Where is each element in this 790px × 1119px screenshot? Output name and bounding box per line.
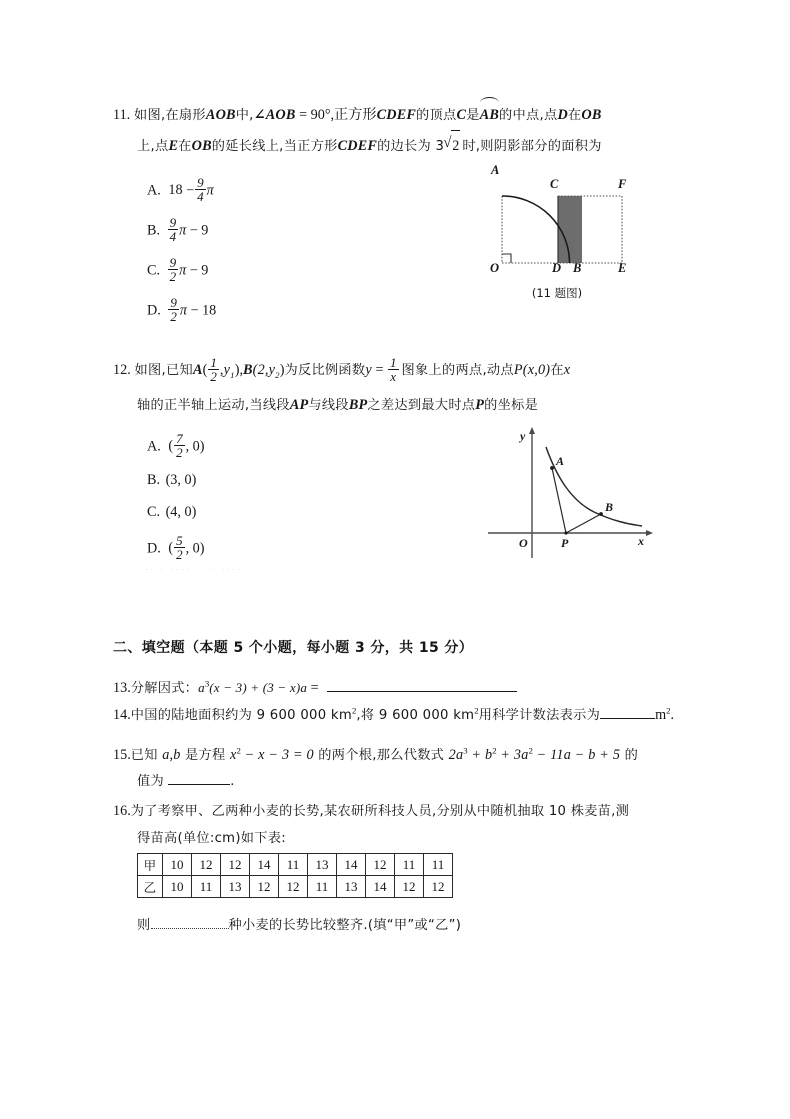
question-13-number: 13. bbox=[113, 680, 131, 696]
table-cell: 11 bbox=[308, 876, 337, 898]
q11-point-d: D bbox=[557, 107, 568, 123]
section-2-heading: 二、填空题（本题 5 个小题，每小题 3 分，共 15 分） bbox=[113, 640, 474, 656]
q11-option-c-den: 2 bbox=[169, 269, 177, 285]
q12-option-c-label: C. bbox=[147, 504, 161, 520]
q12-a-open: ( bbox=[202, 362, 208, 378]
fig11-label-O: O bbox=[490, 261, 500, 275]
table-cell: 11 bbox=[395, 854, 424, 876]
fig11-label-A: A bbox=[491, 163, 500, 177]
q16-text-1: 为了考察甲、乙两种小麦的长势,某农研所科技人员,分别从中随机抽取 10 株麦苗,测 bbox=[130, 804, 630, 819]
q15b-text-a: 值为 bbox=[137, 774, 169, 789]
q15-ex3-sup: 2 bbox=[528, 745, 533, 756]
question-11-number: 11. bbox=[113, 107, 131, 123]
q11b-cdef: CDEF bbox=[337, 138, 378, 154]
q12-b-coord: (2,y bbox=[252, 362, 276, 378]
q11b-text-b: 在 bbox=[178, 139, 192, 154]
q11-option-b-den: 4 bbox=[169, 229, 177, 245]
q11-aob: AOB bbox=[205, 107, 236, 123]
q14-period: . bbox=[670, 707, 675, 723]
q15b-period: . bbox=[230, 773, 235, 789]
fig12-label-P: P bbox=[561, 536, 569, 550]
q11-option-b-op: − bbox=[189, 222, 198, 239]
q12-option-a-den: 2 bbox=[176, 445, 183, 461]
q12-text-b: 为反比例函数 bbox=[284, 363, 366, 378]
q11-text-c: = 90°,正方形 bbox=[295, 107, 377, 123]
fig12-label-x: x bbox=[638, 534, 644, 548]
q11-option-b[interactable] bbox=[147, 216, 208, 244]
question-12-figure bbox=[470, 420, 670, 570]
q11-option-c-label: C. bbox=[147, 262, 161, 279]
q12-option-c-first: 4 bbox=[170, 504, 178, 520]
table-cell: 12 bbox=[221, 854, 250, 876]
question-11-line-2 bbox=[137, 129, 602, 162]
fig12-label-B: B bbox=[605, 500, 614, 514]
fig11-label-D: D bbox=[552, 261, 562, 275]
q12-option-d-label: D. bbox=[147, 540, 161, 557]
q12b-text-a: 轴的正半轴上运动,当线段 bbox=[137, 398, 290, 413]
q11-text-e: 是 bbox=[466, 108, 480, 123]
table-cell: 11 bbox=[192, 876, 221, 898]
q15-text-b: 是方程 bbox=[180, 748, 230, 763]
q11-option-a-fraction bbox=[195, 176, 206, 204]
q12-figure-svg bbox=[470, 420, 670, 570]
q12-point-b: B bbox=[242, 362, 253, 378]
q15-eq1: x bbox=[230, 747, 237, 763]
q15-text-a: 已知 bbox=[130, 748, 163, 763]
q12-comma: , bbox=[239, 362, 243, 378]
q15-ex3: + 3a bbox=[496, 747, 529, 763]
q14-sup-c: 2 bbox=[666, 705, 671, 716]
q11-option-b-tail: 9 bbox=[201, 222, 209, 239]
q12-option-a-fraction bbox=[174, 432, 185, 460]
q11-option-a-pi: π bbox=[206, 182, 214, 199]
q15-eq2: − x − 3 = 0 bbox=[240, 747, 314, 763]
q11-text-f: 的中点,点 bbox=[499, 108, 558, 123]
q11-option-b-fraction bbox=[168, 216, 179, 244]
question-16-conclusion bbox=[137, 910, 461, 941]
q15-text-d: 的 bbox=[620, 748, 639, 763]
q11-option-b-label: B. bbox=[147, 222, 161, 239]
q11-text-d: 的顶点 bbox=[416, 108, 457, 123]
question-15-line-2 bbox=[137, 766, 234, 797]
question-12-line-2 bbox=[137, 390, 538, 421]
fig12-label-A: A bbox=[556, 454, 565, 468]
q11-option-d-fraction bbox=[168, 296, 179, 324]
q11b-text-d: 的边长为 3 bbox=[377, 139, 445, 154]
question-11-figure bbox=[480, 165, 650, 310]
q15-answer-blank[interactable] bbox=[168, 771, 230, 785]
q11-option-d[interactable] bbox=[147, 296, 216, 324]
q12-axis-x: x bbox=[563, 362, 571, 378]
q12-point-p: P(x,0) bbox=[513, 362, 551, 378]
q12b-bp: BP bbox=[348, 397, 368, 413]
table-cell: 12 bbox=[395, 876, 424, 898]
q16-answer-blank[interactable] bbox=[151, 915, 229, 929]
q11-option-c-pi: π bbox=[179, 262, 187, 279]
q11-angle: ∠AOB bbox=[253, 107, 296, 123]
square-root-icon bbox=[444, 129, 460, 161]
q16-text-2: 得苗高(单位:cm)如下表: bbox=[137, 831, 286, 846]
q13-expr-a: a bbox=[198, 680, 205, 695]
q12-a-fraction bbox=[208, 356, 219, 384]
q12-a-num: 1 bbox=[210, 354, 217, 370]
q11b-text-e: 时,则阴影部分的面积为 bbox=[462, 139, 602, 154]
q12-a-sub: 1 bbox=[230, 369, 235, 380]
q12b-text-d: 的坐标是 bbox=[484, 398, 539, 413]
q13-expr-a-sup: 3 bbox=[204, 678, 210, 689]
q12-option-a-second: 0 bbox=[192, 438, 200, 455]
q12-option-d-second: 0 bbox=[192, 540, 200, 557]
q12-option-b-second: 0 bbox=[184, 472, 192, 488]
q15-ab: a,b bbox=[162, 747, 181, 763]
q11-option-d-label: D. bbox=[147, 302, 161, 319]
table-cell: 11 bbox=[279, 854, 308, 876]
q14-unit: m bbox=[655, 707, 667, 723]
q11-option-d-num: 9 bbox=[170, 295, 177, 310]
q12-option-b-label: B. bbox=[147, 472, 161, 488]
q14-sup-a: 2 bbox=[352, 705, 357, 716]
q15-eq1-sup: 2 bbox=[236, 745, 241, 756]
q12-option-d-den: 2 bbox=[176, 547, 183, 563]
question-14-number: 14. bbox=[113, 707, 131, 723]
q12-option-c-second: 0 bbox=[184, 504, 192, 520]
q12-option-b[interactable]: B. (3, 0) bbox=[147, 472, 197, 488]
table-cell: 10 bbox=[163, 854, 192, 876]
table-cell: 14 bbox=[337, 854, 366, 876]
table-cell: 14 bbox=[366, 876, 395, 898]
q11-option-b-num: 9 bbox=[169, 215, 177, 230]
q12-a-y: ,y bbox=[219, 362, 231, 378]
question-14 bbox=[113, 700, 674, 731]
question-12-line-1 bbox=[113, 355, 570, 386]
q13-expr-eq: = bbox=[307, 680, 319, 696]
q15-ex1: 2a bbox=[448, 747, 464, 763]
q12-option-b-first: 3 bbox=[170, 472, 178, 488]
q11-option-a-den: 4 bbox=[197, 189, 204, 205]
scan-artifact: · ·· · ···· · ·· ···· bbox=[135, 566, 244, 574]
q12-point-a: A bbox=[192, 362, 203, 378]
table-cell: 13 bbox=[337, 876, 366, 898]
q11b-text-a: 上,点 bbox=[137, 139, 169, 154]
question-15-number: 15. bbox=[113, 747, 131, 763]
table-cell: 12 bbox=[366, 854, 395, 876]
q16-conclusion-a: 则 bbox=[137, 918, 151, 933]
question-16-number: 16. bbox=[113, 803, 131, 819]
q14-sup-b: 2 bbox=[474, 705, 479, 716]
q12-fn-den: x bbox=[388, 369, 399, 383]
table-cell: 13 bbox=[308, 854, 337, 876]
fig11-label-F: F bbox=[618, 177, 627, 191]
q12-fn-fraction bbox=[388, 356, 399, 384]
q12-option-d-num: 5 bbox=[176, 533, 183, 548]
q12-a-close: ) bbox=[234, 362, 240, 378]
q11-text-a: 如图,在扇形 bbox=[133, 108, 206, 123]
q15-ex2-sup: 2 bbox=[492, 745, 497, 756]
q11-cdef: CDEF bbox=[376, 107, 417, 123]
q12-option-d[interactable]: D. ( $\frac{5}{2}$ , 0) bbox=[147, 533, 205, 563]
q13-answer-blank[interactable] bbox=[327, 678, 517, 692]
q12-option-a[interactable]: A. ( $\frac{7}{2}$ , 0) bbox=[147, 431, 205, 461]
table-row-head: 乙 bbox=[138, 876, 163, 898]
q11-option-a-whole: 18 bbox=[168, 182, 183, 199]
q12b-text-b: 与线段 bbox=[308, 398, 349, 413]
fig11-caption: (11 题图) bbox=[531, 286, 583, 300]
q12-b-close: ) bbox=[279, 362, 285, 378]
q12-fn-y: y bbox=[365, 362, 372, 378]
q11b-radicand: 2 bbox=[451, 130, 460, 161]
table-cell: 11 bbox=[424, 854, 453, 876]
q11-option-a[interactable] bbox=[147, 176, 214, 204]
fig11-label-B: B bbox=[573, 261, 582, 275]
fig11-label-E: E bbox=[618, 261, 627, 275]
q15-ex4: − 11a − b + 5 bbox=[532, 747, 621, 763]
arc-ab: AB bbox=[480, 98, 499, 130]
table-cell: 12 bbox=[192, 854, 221, 876]
q11-option-c-op: − bbox=[189, 262, 198, 279]
q11-option-c-num: 9 bbox=[169, 255, 177, 270]
q12-text-d: 在 bbox=[550, 363, 564, 378]
question-16-line-2 bbox=[137, 823, 286, 854]
q12b-p: P bbox=[475, 397, 485, 413]
q11-option-a-num: 9 bbox=[197, 175, 204, 190]
q12-option-a-num: 7 bbox=[176, 431, 183, 446]
table-row bbox=[138, 854, 453, 876]
q11b-ob: OB bbox=[191, 138, 212, 154]
q12-fn-num: 1 bbox=[390, 354, 397, 370]
q11-text-b: 中, bbox=[235, 108, 254, 123]
q11-option-a-op: − bbox=[186, 182, 195, 199]
q11-ob: OB bbox=[581, 107, 602, 123]
q11b-text-c: 的延长线上,当正方形 bbox=[211, 139, 338, 154]
q14-text-a: 中国的陆地面积约为 9 600 000 km bbox=[130, 708, 353, 723]
fig11-label-C: C bbox=[550, 177, 559, 191]
question-11-line-1 bbox=[113, 98, 602, 131]
table-cell: 12 bbox=[250, 876, 279, 898]
q11-text-g: 在 bbox=[567, 108, 582, 123]
table-cell: 13 bbox=[221, 876, 250, 898]
q11-option-d-tail: 18 bbox=[202, 302, 217, 319]
q16-conclusion-b: 种小麦的长势比较整齐.(填“甲”或“乙”) bbox=[228, 918, 462, 933]
fig12-label-y: y bbox=[520, 429, 526, 443]
q14-answer-blank[interactable] bbox=[600, 705, 655, 719]
table-cell: 14 bbox=[250, 854, 279, 876]
q11-option-c-tail: 9 bbox=[201, 262, 209, 279]
table-row-head: 甲 bbox=[138, 854, 163, 876]
q15-text-c: 的两个根,那么代数式 bbox=[313, 748, 449, 763]
q11-option-d-den: 2 bbox=[170, 309, 177, 325]
table-row bbox=[138, 876, 453, 898]
shaded-area bbox=[558, 196, 591, 263]
q12-text-a: 如图,已知 bbox=[134, 363, 193, 378]
wheat-height-table bbox=[137, 853, 453, 898]
table-cell: 10 bbox=[163, 876, 192, 898]
q12-b-sub: 2 bbox=[275, 369, 280, 380]
q11b-point-e: E bbox=[168, 138, 179, 154]
q11-option-c-fraction bbox=[168, 256, 179, 284]
q12-text-c: 图象上的两点,动点 bbox=[401, 363, 514, 378]
q13-prompt: 分解因式： bbox=[130, 681, 199, 696]
fig12-label-O: O bbox=[519, 536, 528, 550]
table-cell: 12 bbox=[424, 876, 453, 898]
table-cell: 12 bbox=[279, 876, 308, 898]
question-12-number: 12. bbox=[113, 362, 131, 378]
q11-point-c: C bbox=[456, 107, 467, 123]
q14-text-c: 用科学计数法表示为 bbox=[478, 708, 601, 723]
q11-option-d-pi: π bbox=[179, 302, 187, 319]
q11-option-b-pi: π bbox=[179, 222, 187, 239]
q12-option-a-label: A. bbox=[147, 438, 161, 455]
q12b-text-c: 之差达到最大时点 bbox=[367, 398, 476, 413]
q12b-ap: AP bbox=[289, 397, 309, 413]
q12-fn-eq: = bbox=[371, 362, 388, 378]
q12-option-d-fraction bbox=[174, 534, 185, 562]
q13-expr-b: (x − 3) + (3 − x)a bbox=[209, 680, 308, 695]
q11-option-a-label: A. bbox=[147, 182, 161, 199]
q14-text-b: ,将 9 600 000 km bbox=[356, 708, 475, 723]
q11-option-d-op: − bbox=[190, 302, 199, 319]
q15-ex2: + b bbox=[467, 747, 493, 763]
q12-a-den: 2 bbox=[210, 368, 217, 384]
q15-ex1-sup: 3 bbox=[463, 745, 468, 756]
q11-option-c[interactable] bbox=[147, 256, 208, 284]
q12-option-c[interactable]: C. (4, 0) bbox=[147, 504, 197, 520]
